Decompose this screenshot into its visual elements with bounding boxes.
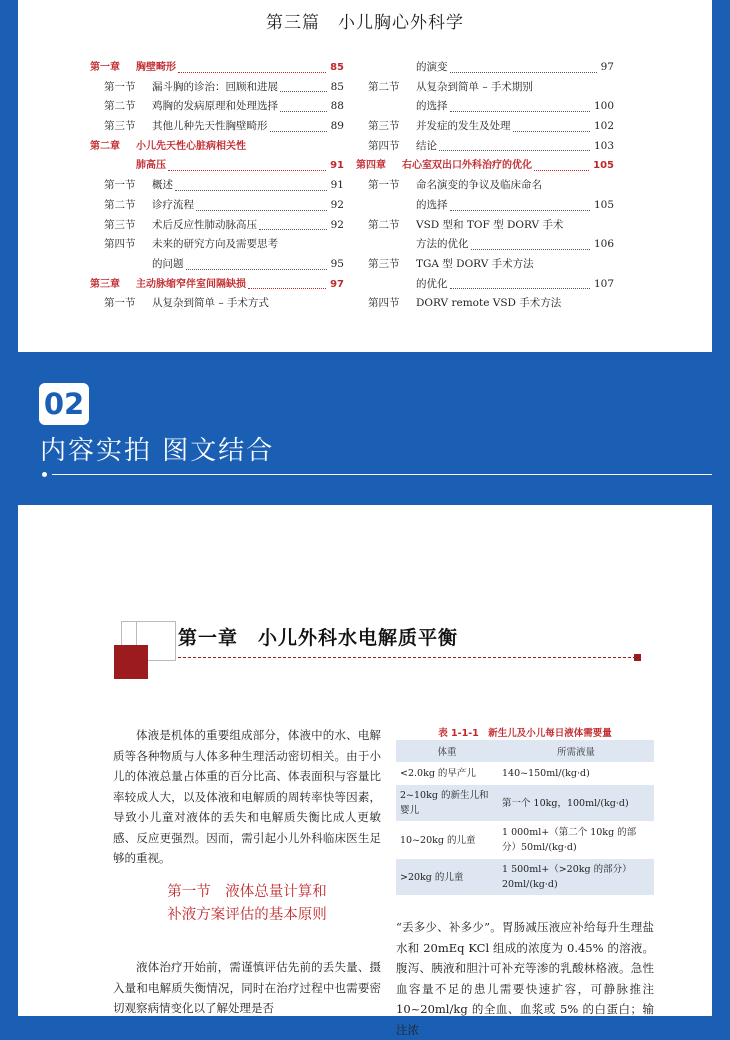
toc-leader-dots — [175, 190, 327, 191]
toc-entry-page: 85 — [328, 58, 344, 78]
table-cell: 10~20kg 的儿童 — [396, 822, 498, 859]
toc-entry[interactable] — [364, 78, 614, 98]
section-title-line-2: 补液方案评估的基本原则 — [167, 907, 327, 923]
toc-entry-section: 第四节 — [104, 238, 136, 251]
toc-entry-section: 第二节 — [104, 198, 136, 211]
toc-entry-title: 未来的研究方向及需要思考 — [152, 238, 278, 251]
toc-entry[interactable] — [90, 156, 344, 176]
intro-paragraph: 体液是机体的重要组成部分，体液中的水、电解质等各种物质与人体多种生理活动密切相关。由于小儿的体液总量占体重的百分比高、体表面积与容量比率较成人大，以及体液和电解质的周转率快等因素，导致小儿童对液体的丢失和电解质失衡比成人更敏感、反应更强烈。因而，需引起小儿外科临床医生足够的重视。 — [113, 728, 381, 865]
toc-entry-title: 胸壁畸形 — [136, 62, 176, 73]
chapter-deco-square — [114, 645, 148, 679]
toc-entry-page: 92 — [329, 196, 344, 216]
chapter-end-square — [634, 654, 641, 661]
toc-leader-dots — [270, 131, 327, 132]
toc-entry[interactable] — [364, 97, 614, 117]
banner-dot — [42, 472, 47, 477]
toc-leader-dots — [178, 72, 326, 73]
section-title-line-1: 第一节 液体总量计算和 — [167, 884, 327, 900]
toc-entry[interactable] — [364, 294, 614, 314]
toc-entry-title: 方法的优化 — [416, 238, 469, 251]
table-row — [396, 763, 654, 785]
toc-entry-page: 105 — [591, 156, 614, 176]
toc-leader-dots — [450, 288, 590, 289]
toc-entry-title: 从复杂到简单 – 手术方式 — [152, 297, 269, 310]
table-cell: <2.0kg 的早产儿 — [396, 763, 498, 785]
table-header-weight: 体重 — [396, 740, 498, 763]
section-title — [113, 881, 381, 927]
table-row — [396, 859, 654, 896]
toc-entry-page: 97 — [328, 275, 344, 295]
toc-entry[interactable] — [364, 196, 614, 216]
toc-entry[interactable] — [90, 78, 344, 98]
toc-entry-section: 第一节 — [104, 297, 136, 310]
toc-entry[interactable] — [364, 137, 614, 157]
toc-entry-section: 第三节 — [368, 257, 400, 270]
toc-entry-title: TGA 型 DORV 手术方法 — [416, 257, 534, 270]
toc-entry-section: 第四章 — [356, 160, 386, 172]
toc-entry-section: 第二章 — [90, 140, 120, 152]
toc-entry[interactable] — [90, 275, 344, 295]
toc-leader-dots — [168, 170, 326, 171]
toc-entry-page: 100 — [592, 97, 614, 117]
toc-entry-section: 第一节 — [104, 179, 136, 192]
toc-entry-title: 命名演变的争议及临床命名 — [416, 179, 542, 192]
toc-entry-section: 第一章 — [90, 62, 120, 73]
toc-leader-dots — [186, 269, 327, 270]
toc-entry-title: 的选择 — [416, 100, 448, 113]
toc-leader-dots — [280, 111, 327, 112]
toc-entry-page: 85 — [329, 78, 344, 98]
toc-leader-dots — [280, 91, 327, 92]
toc-entry-page: 97 — [599, 58, 614, 78]
toc-entry-page: 91 — [329, 176, 344, 196]
toc-entry-section: 第三节 — [368, 120, 400, 133]
toc-entry[interactable] — [364, 235, 614, 255]
toc-entry[interactable] — [90, 235, 344, 255]
toc-entry[interactable] — [364, 255, 614, 275]
table-header-volume: 所需液量 — [498, 740, 654, 763]
toc-entry-title: 其他儿种先天性胸壁畸形 — [152, 120, 268, 133]
toc-entry-title: 的演变 — [416, 61, 448, 73]
toc-leader-dots — [534, 170, 589, 171]
banner-title: 内容实拍 图文结合 — [40, 436, 275, 466]
toc-entry-title: 并发症的发生及处理 — [416, 120, 511, 133]
toc-entry[interactable] — [364, 117, 614, 137]
banner-divider — [52, 474, 712, 475]
toc-entry-title: VSD 型和 TOF 型 DORV 手术 — [416, 218, 564, 231]
toc-entry-page: 105 — [592, 196, 614, 216]
toc-entry-title: 术后反应性肺动脉高压 — [152, 218, 257, 231]
toc-entry-page: 91 — [328, 156, 344, 176]
content-panel — [18, 505, 712, 1037]
right-paragraph: “丢多少、补多少”。胃肠减压液应补给每升生理盐水和 20mEq KCl 组成的浓度为 0.45% 的溶液。腹泻、胰液和胆汁可补充等渗的乳酸林格液。急性血容量不足的患儿需要快速扩容，可静脉推注 10~20ml/kg 的全血、血浆或 5% 的白蛋白；输注浓 — [396, 920, 654, 1037]
table-caption: 表 1-1-1 新生儿及小儿每日液体需要量 — [438, 728, 612, 739]
toc-entry-page: 89 — [329, 117, 344, 137]
toc-entry-page: 95 — [329, 255, 344, 275]
table-cell: 1 500ml+（>20kg 的部分）20ml/(kg·d) — [498, 859, 654, 896]
toc-entry[interactable] — [90, 137, 344, 157]
toc-entry-title: 的优化 — [416, 277, 448, 290]
chapter-underline — [178, 657, 636, 658]
section-number-badge: 02 — [39, 383, 89, 425]
toc-entry-section: 第一节 — [368, 179, 400, 192]
part-title: 第三篇 小儿胸心外科学 — [266, 13, 464, 33]
toc-entry-section: 第一节 — [104, 80, 136, 93]
fluid-requirement-table — [396, 740, 654, 896]
toc-entry-page: 102 — [592, 117, 614, 137]
toc-entry-page: 103 — [592, 137, 614, 157]
chapter-title: 第一章 小儿外科水电解质平衡 — [178, 627, 459, 649]
toc-entry[interactable] — [356, 156, 614, 176]
toc-entry[interactable] — [90, 255, 344, 275]
toc-entry[interactable] — [90, 216, 344, 236]
toc-entry[interactable] — [90, 117, 344, 137]
toc-entry[interactable] — [364, 275, 614, 295]
toc-leader-dots — [259, 229, 327, 230]
toc-entry-page: 107 — [592, 275, 614, 295]
toc-leader-dots — [513, 131, 590, 132]
toc-entry-section: 第四节 — [368, 139, 400, 152]
toc-leader-dots — [450, 72, 597, 73]
toc-entry[interactable] — [90, 58, 344, 78]
toc-leader-dots — [196, 210, 327, 211]
toc-entry-title: 结论 — [416, 139, 437, 152]
toc-leader-dots — [450, 111, 590, 112]
toc-entry-title: 从复杂到简单 – 手术期别 — [416, 80, 533, 93]
toc-entry-title: 小儿先天性心脏病相关性 — [136, 140, 246, 152]
toc-entry-section: 第三节 — [104, 120, 136, 133]
table-row — [396, 822, 654, 859]
toc-entry-title: 鸡胸的发病原理和处理选择 — [152, 100, 278, 113]
table-cell: 140~150ml/(kg·d) — [498, 763, 654, 785]
toc-entry[interactable] — [90, 196, 344, 216]
toc-entry-title: 肺高压 — [136, 160, 166, 172]
toc-entry-section: 第三章 — [90, 278, 120, 290]
toc-entry-section: 第二节 — [104, 100, 136, 113]
toc-entry-section: 第二节 — [368, 218, 400, 231]
table-cell: 2~10kg 的新生儿和婴儿 — [396, 785, 498, 822]
table-cell: >20kg 的儿童 — [396, 859, 498, 896]
toc-entry-title: 的选择 — [416, 198, 448, 211]
toc-leader-dots — [450, 210, 590, 211]
toc-entry[interactable] — [90, 294, 344, 314]
toc-entry-title: DORV remote VSD 手术方法 — [416, 297, 562, 310]
section-paragraph: 液体治疗开始前，需谨慎评估先前的丢失量、摄入量和电解质失衡情况，同时在治疗过程中也需要密切观察病情变化以了解处理是否 — [113, 960, 381, 1015]
toc-entry[interactable] — [364, 176, 614, 196]
toc-right-column — [356, 58, 614, 314]
toc-entry-section: 第三节 — [104, 218, 136, 231]
toc-leader-dots — [439, 150, 590, 151]
toc-entry-title: 概述 — [152, 179, 173, 192]
toc-leader-dots — [471, 249, 590, 250]
table-row — [396, 785, 654, 822]
toc-entry-page: 92 — [329, 216, 344, 236]
toc-entry[interactable] — [90, 176, 344, 196]
toc-entry[interactable] — [90, 97, 344, 117]
toc-entry-title: 漏斗胸的诊治：回顾和进展 — [152, 80, 278, 93]
toc-entry-title: 右心室双出口外科治疗的优化 — [402, 160, 532, 172]
toc-entry[interactable] — [364, 216, 614, 236]
toc-entry-page: 106 — [592, 235, 614, 255]
table-cell: 第一个 10kg，100ml/(kg·d) — [498, 785, 654, 822]
toc-entry-section: 第二节 — [368, 80, 400, 93]
toc-entry-title: 的问题 — [152, 257, 184, 270]
table-cell: 1 000ml+（第二个 10kg 的部分）50ml/(kg·d) — [498, 822, 654, 859]
toc-entry-title: 主动脉缩窄伴室间隔缺损 — [136, 278, 246, 290]
toc-entry-page: 88 — [329, 97, 344, 117]
toc-panel — [18, 0, 712, 352]
toc-leader-dots — [248, 288, 326, 289]
toc-entry-section: 第四节 — [368, 297, 400, 310]
toc-entry-title: 诊疗流程 — [152, 198, 194, 211]
toc-left-column — [90, 58, 344, 314]
toc-entry[interactable] — [364, 58, 614, 78]
